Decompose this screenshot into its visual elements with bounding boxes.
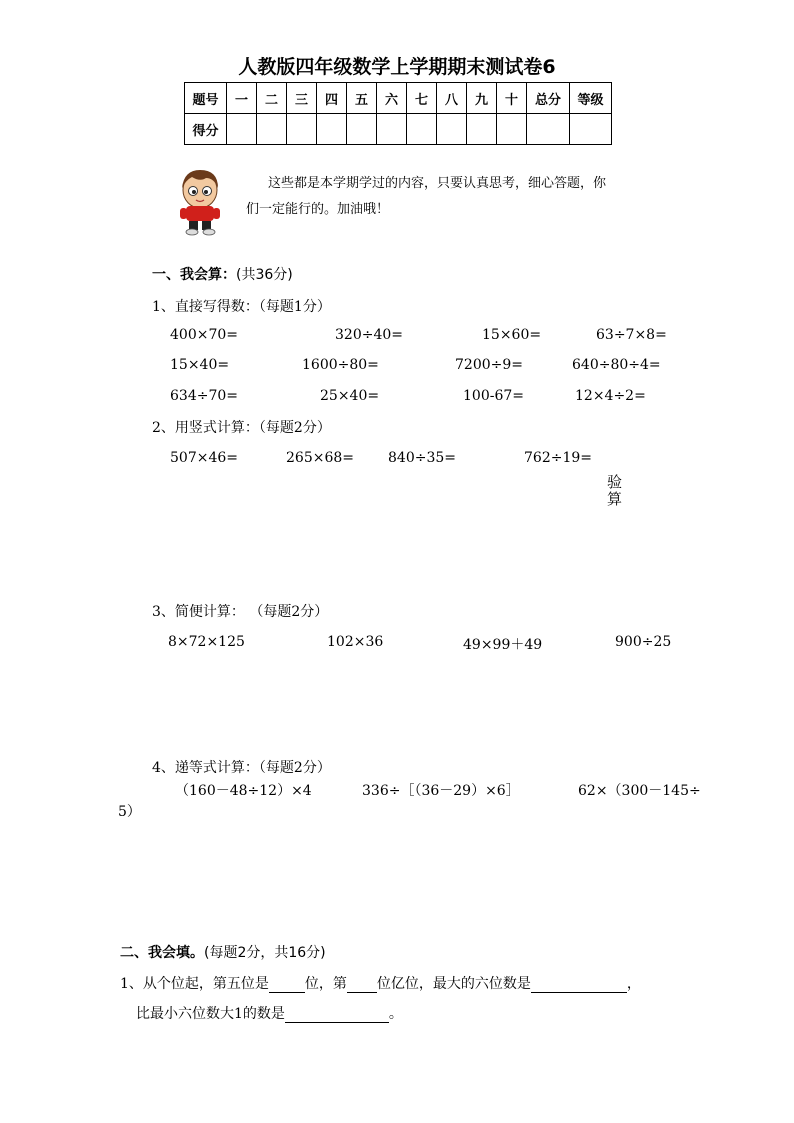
problem: 15×60= <box>482 327 542 343</box>
problem-continuation: 5） <box>118 804 141 820</box>
score-input-cell[interactable] <box>467 114 497 145</box>
problem: 336÷［（36－29）×6］ <box>362 783 520 799</box>
question-1-label: 1、直接写得数：（每题1分） <box>152 299 331 315</box>
score-input-cell[interactable] <box>437 114 467 145</box>
question-text: 1、从个位起，第五位是 <box>120 976 269 992</box>
problem: 840÷35= <box>388 450 456 466</box>
question-text: 。 <box>388 1006 403 1022</box>
page-title: 人教版四年级数学上学期期末测试卷6 <box>238 56 556 78</box>
problem: 320÷40= <box>335 327 403 343</box>
problem: 265×68= <box>286 450 354 466</box>
fill-question-1-line-1 <box>120 973 641 993</box>
table-cell: 得分 <box>185 114 227 145</box>
score-table <box>184 82 612 145</box>
problem: 15×40= <box>170 357 230 373</box>
section-1-heading <box>152 264 293 284</box>
table-cell: 等级 <box>570 83 612 114</box>
problem: 640÷80÷4= <box>572 357 661 373</box>
problem: 507×46= <box>170 450 238 466</box>
problem: 762÷19= <box>524 450 592 466</box>
section-2-title: 二、我会填。 <box>120 945 204 961</box>
score-input-cell[interactable] <box>317 114 347 145</box>
intro-line-2: 们一定能行的。加油哦！ <box>246 202 390 217</box>
section-2-heading <box>120 942 326 962</box>
intro-line-1: 这些都是本学期学过的内容，只要认真思考，细心答题，你 <box>268 176 607 191</box>
table-cell: 题号 <box>185 83 227 114</box>
problem: 63÷7×8= <box>596 327 667 343</box>
answer-blank[interactable] <box>269 976 305 993</box>
problem: 49×99＋49 <box>463 637 543 653</box>
table-cell: 六 <box>377 83 407 114</box>
problem: 400×70= <box>170 327 238 343</box>
question-text: ， <box>626 976 641 992</box>
problem: 12×4÷2= <box>575 388 646 404</box>
section-2-points: (每题2分，共16分) <box>204 945 326 961</box>
score-input-cell[interactable] <box>347 114 377 145</box>
score-table-header-row <box>185 83 612 114</box>
problem: 102×36 <box>327 634 384 650</box>
question-text: 比最小六位数大1的数是 <box>136 1006 285 1022</box>
score-input-cell[interactable] <box>287 114 317 145</box>
score-input-cell[interactable] <box>407 114 437 145</box>
problem: 900÷25 <box>615 634 672 650</box>
table-cell: 十 <box>497 83 527 114</box>
answer-blank[interactable] <box>531 976 627 993</box>
question-text: 位亿位，最大的六位数是 <box>376 976 531 992</box>
score-input-cell[interactable] <box>527 114 570 145</box>
score-table-score-row <box>185 114 612 145</box>
answer-blank[interactable] <box>285 1006 389 1023</box>
check-label: 验算 <box>607 473 623 508</box>
table-cell: 三 <box>287 83 317 114</box>
cartoon-boy-illustration <box>172 166 228 236</box>
fill-question-1-line-2 <box>136 1003 403 1023</box>
problem: （160－48÷12）×4 <box>175 783 312 799</box>
problem: 1600÷80= <box>302 357 379 373</box>
problem: 8×72×125 <box>168 634 245 650</box>
table-cell: 四 <box>317 83 347 114</box>
section-1-points: (共36分) <box>236 267 293 283</box>
question-4-label: 4、递等式计算：（每题2分） <box>152 760 331 776</box>
question-2-label: 2、用竖式计算：（每题2分） <box>152 420 331 436</box>
problem: 634÷70= <box>170 388 238 404</box>
table-cell: 总分 <box>527 83 570 114</box>
table-cell: 八 <box>437 83 467 114</box>
table-cell: 一 <box>227 83 257 114</box>
problem: 62×（300－145÷ <box>578 783 701 799</box>
table-cell: 七 <box>407 83 437 114</box>
score-input-cell[interactable] <box>497 114 527 145</box>
problem: 7200÷9= <box>455 357 523 373</box>
score-input-cell[interactable] <box>570 114 612 145</box>
problem: 100-67= <box>463 388 524 404</box>
score-input-cell[interactable] <box>257 114 287 145</box>
answer-blank[interactable] <box>347 976 377 993</box>
question-3-label: 3、简便计算： （每题2分） <box>152 604 329 620</box>
problem: 25×40= <box>320 388 380 404</box>
table-cell: 二 <box>257 83 287 114</box>
score-input-cell[interactable] <box>377 114 407 145</box>
question-text: 位，第 <box>304 976 347 992</box>
table-cell: 五 <box>347 83 377 114</box>
table-cell: 九 <box>467 83 497 114</box>
section-1-title: 一、我会算： <box>152 267 236 283</box>
score-input-cell[interactable] <box>227 114 257 145</box>
